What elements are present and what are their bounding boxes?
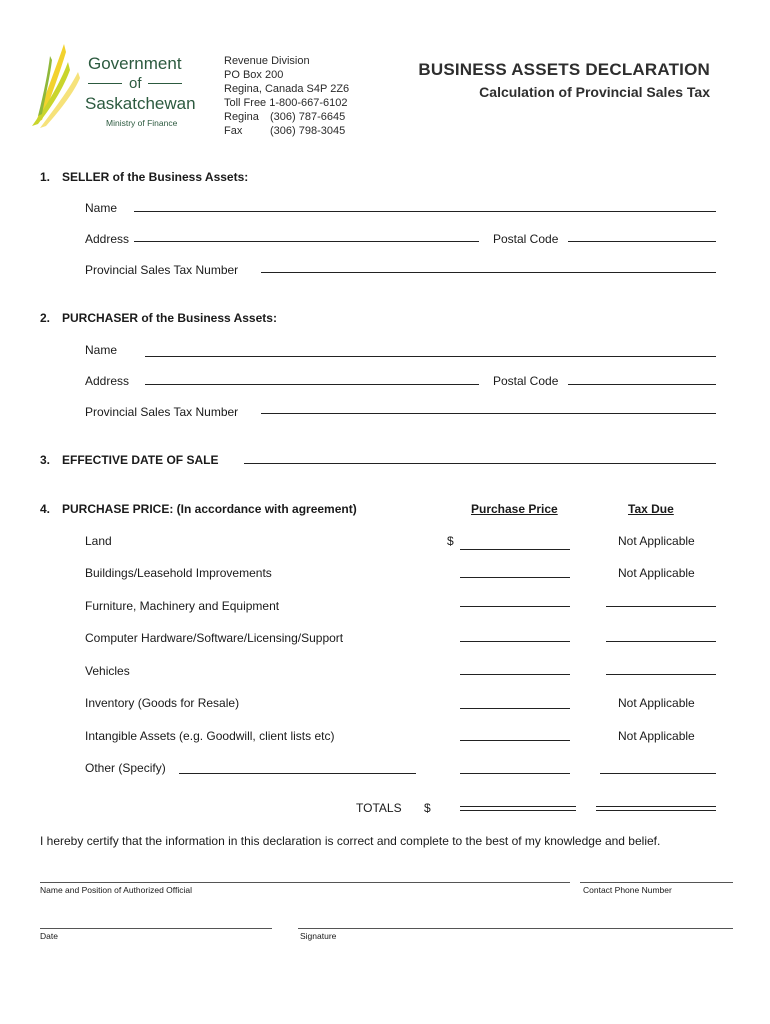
purchaser-postal-label: Postal Code <box>493 374 559 388</box>
totals-label: TOTALS <box>356 801 402 815</box>
seller-name-field[interactable] <box>134 211 716 212</box>
po-box: PO Box 200 <box>224 69 284 81</box>
tax-not-applicable: Not Applicable <box>618 566 695 580</box>
row-label: Furniture, Machinery and Equipment <box>85 599 280 613</box>
government-logo <box>28 42 198 132</box>
tax-total-field[interactable] <box>596 806 716 811</box>
section1-number: 1. <box>40 170 51 184</box>
signature-field[interactable] <box>298 928 733 929</box>
section3-heading: EFFECTIVE DATE OF SALE <box>62 453 219 467</box>
certification-text: I hereby certify that the information in this declaration is correct and complete to the best of my knowledge and belief. <box>40 834 661 848</box>
divider <box>88 83 122 84</box>
seller-postal-label: Postal Code <box>493 232 559 246</box>
currency-symbol: $ <box>447 534 454 548</box>
date-field[interactable] <box>40 928 272 929</box>
seller-name-label: Name <box>85 201 118 215</box>
seller-postal-field[interactable] <box>568 241 716 242</box>
price-field-inventory[interactable] <box>460 708 570 709</box>
section3-number: 3. <box>40 453 51 467</box>
tax-not-applicable: Not Applicable <box>618 729 695 743</box>
price-field-land[interactable] <box>460 549 570 550</box>
row-label: Vehicles <box>85 664 130 678</box>
division: Revenue Division <box>224 55 310 67</box>
regina-phone: (306) 787-6645 <box>270 111 346 123</box>
name-position-field[interactable] <box>40 882 570 883</box>
divider <box>148 83 182 84</box>
tax-field-other[interactable] <box>600 773 716 774</box>
price-total-field[interactable] <box>460 806 576 811</box>
purchaser-pst-field[interactable] <box>261 413 716 414</box>
purchaser-name-label: Name <box>85 343 118 357</box>
tax-field-furniture[interactable] <box>606 606 716 607</box>
fax-phone: (306) 798-3045 <box>270 125 346 137</box>
col-tax-due: Tax Due <box>628 502 674 516</box>
tax-field-computer[interactable] <box>606 641 716 642</box>
tax-not-applicable: Not Applicable <box>618 534 695 548</box>
signature-label: Signature <box>300 931 337 941</box>
col-purchase-price: Purchase Price <box>471 502 558 516</box>
section2-number: 2. <box>40 311 51 325</box>
seller-pst-label: Provincial Sales Tax Number <box>85 263 239 277</box>
page-title: BUSINESS ASSETS DECLARATION <box>418 60 710 79</box>
price-field-other[interactable] <box>460 773 570 774</box>
contact-phone-field[interactable] <box>580 882 733 883</box>
other-specify-field[interactable] <box>179 773 416 774</box>
purchaser-pst-label: Provincial Sales Tax Number <box>85 405 239 419</box>
row-label: Land <box>85 534 112 548</box>
gov-line2: of <box>129 75 142 92</box>
effective-date-field[interactable] <box>244 463 716 464</box>
price-field-computer[interactable] <box>460 641 570 642</box>
gov-line3: Saskatchewan <box>85 94 196 113</box>
toll-free: Toll Free 1-800-667-6102 <box>224 97 348 109</box>
seller-address-label: Address <box>85 232 130 246</box>
currency-symbol: $ <box>424 801 431 815</box>
section4-heading: PURCHASE PRICE: (In accordance with agreement) <box>62 502 357 516</box>
row-label: Other (Specify) <box>85 761 166 775</box>
regina-label: Regina <box>224 111 259 123</box>
tax-field-vehicles[interactable] <box>606 674 716 675</box>
section4-number: 4. <box>40 502 51 516</box>
row-label: Buildings/Leasehold Improvements <box>85 566 272 580</box>
date-label: Date <box>40 931 58 941</box>
seller-pst-field[interactable] <box>261 272 716 273</box>
ministry-name: Ministry of Finance <box>106 118 178 128</box>
gov-line1: Government <box>88 54 182 73</box>
price-field-buildings[interactable] <box>460 577 570 578</box>
seller-address-field[interactable] <box>134 241 479 242</box>
row-label: Computer Hardware/Software/Licensing/Support <box>85 631 344 645</box>
city: Regina, Canada S4P 2Z6 <box>224 83 350 95</box>
row-label: Inventory (Goods for Resale) <box>85 696 240 710</box>
purchaser-address-label: Address <box>85 374 130 388</box>
page-subtitle: Calculation of Provincial Sales Tax <box>479 84 710 100</box>
purchaser-postal-field[interactable] <box>568 384 716 385</box>
address-block <box>224 54 349 138</box>
price-field-intangible[interactable] <box>460 740 570 741</box>
section1-heading: SELLER of the Business Assets: <box>62 170 249 184</box>
wheat-logo-icon <box>28 42 88 134</box>
contact-phone-label: Contact Phone Number <box>583 885 672 895</box>
section2-heading: PURCHASER of the Business Assets: <box>62 311 277 325</box>
fax-label: Fax <box>224 125 243 137</box>
price-field-furniture[interactable] <box>460 606 570 607</box>
purchaser-address-field[interactable] <box>145 384 479 385</box>
tax-not-applicable: Not Applicable <box>618 696 695 710</box>
row-label: Intangible Assets (e.g. Goodwill, client lists etc) <box>85 729 335 743</box>
name-position-label: Name and Position of Authorized Official <box>40 885 192 895</box>
price-field-vehicles[interactable] <box>460 674 570 675</box>
purchaser-name-field[interactable] <box>145 356 716 357</box>
